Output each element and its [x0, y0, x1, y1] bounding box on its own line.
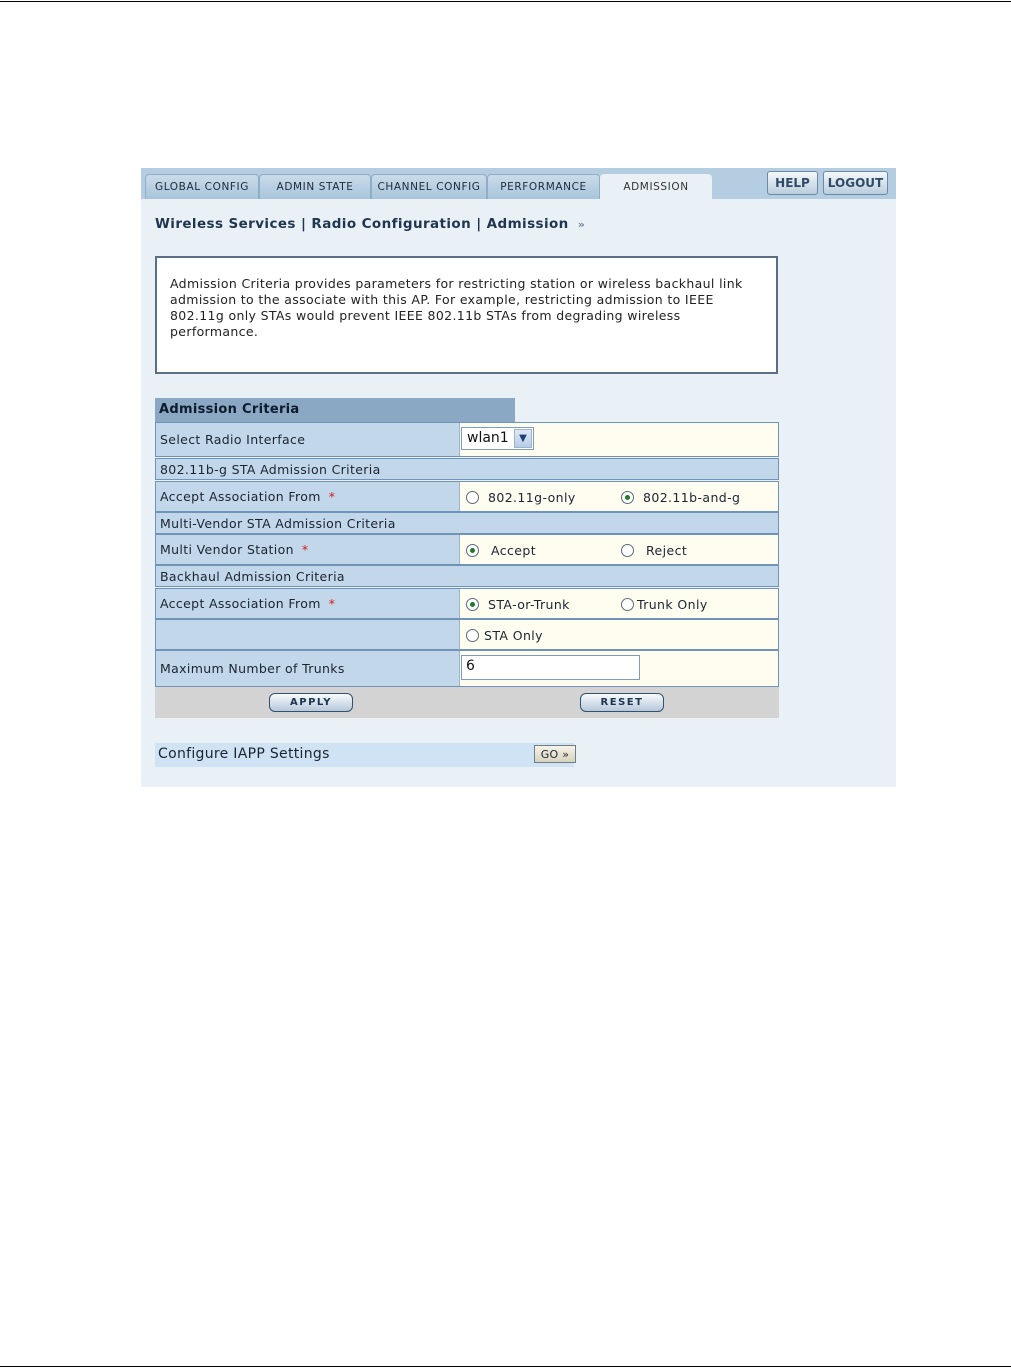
tab-global-config[interactable]: GLOBAL CONFIG	[145, 174, 259, 199]
backhaul-association-row	[155, 588, 779, 619]
radio-interface-selected: wlan1	[467, 430, 509, 446]
section-title: Admission Criteria	[155, 398, 515, 422]
option-accept[interactable]	[466, 543, 536, 558]
option-sta-only[interactable]	[466, 628, 543, 643]
option-sta-or-trunk[interactable]	[466, 597, 570, 612]
required-marker: *	[301, 542, 309, 557]
vendor-station-value-cell	[459, 535, 778, 564]
backhaul-criteria-heading: Backhaul Admission Criteria	[155, 565, 779, 587]
page-top-rule	[0, 1, 1011, 2]
backhaul-association-label-text: Accept Association From	[160, 596, 321, 611]
option-sta-or-trunk-label: STA-or-Trunk	[488, 597, 570, 612]
tab-admin-state[interactable]: ADMIN STATE	[259, 174, 371, 199]
sta-association-label-text: Accept Association From	[160, 489, 321, 504]
apply-button[interactable]: APPLY	[269, 693, 353, 712]
option-80211b-and-g-label: 802.11b-and-g	[643, 490, 741, 505]
radio-sta-or-trunk[interactable]	[466, 598, 479, 611]
option-80211b-and-g[interactable]	[621, 490, 740, 505]
option-80211g-only[interactable]	[466, 490, 576, 505]
form-button-bar	[155, 687, 779, 718]
tab-performance[interactable]: PERFORMANCE	[487, 174, 600, 199]
radio-reject[interactable]	[621, 544, 634, 557]
iapp-settings-label: Configure IAPP Settings	[158, 746, 330, 762]
radio-interface-label: Select Radio Interface	[156, 423, 459, 456]
option-reject[interactable]	[621, 543, 687, 558]
breadcrumb-admission: Admission	[486, 216, 569, 232]
required-marker: *	[328, 596, 336, 611]
backhaul-association-value-cell	[459, 589, 778, 618]
radio-sta-only[interactable]	[466, 629, 479, 642]
option-trunk-only[interactable]	[621, 597, 708, 612]
radio-interface-value-cell	[459, 423, 778, 456]
option-80211g-only-label: 802.11g-only	[488, 490, 576, 505]
breadcrumb	[155, 216, 585, 232]
vendor-station-label	[156, 535, 459, 564]
iapp-settings-bar	[155, 743, 574, 767]
option-trunk-only-label: Trunk Only	[637, 597, 708, 612]
option-reject-label: Reject	[646, 543, 688, 558]
option-sta-only-label: STA Only	[484, 628, 543, 643]
empty-label-cell	[156, 620, 459, 649]
breadcrumb-separator: |	[300, 216, 307, 232]
radio-trunk-only[interactable]	[621, 598, 634, 611]
breadcrumb-radio-configuration[interactable]: Radio Configuration	[311, 216, 472, 232]
reset-button[interactable]: RESET	[580, 693, 664, 712]
sta-criteria-heading: 802.11b-g STA Admission Criteria	[155, 458, 779, 480]
chevron-right-icon: »	[577, 218, 586, 231]
page-bottom-rule	[0, 1366, 1011, 1367]
vendor-criteria-heading: Multi-Vendor STA Admission Criteria	[155, 512, 779, 534]
breadcrumb-separator: |	[476, 216, 482, 232]
admission-panel	[141, 168, 896, 787]
radio-interface-select[interactable]	[461, 427, 534, 450]
sta-association-value-cell	[459, 482, 778, 511]
sta-association-label	[156, 482, 459, 511]
go-button[interactable]: GO »	[534, 745, 576, 763]
chevron-down-icon[interactable]: ▼	[514, 429, 532, 448]
radio-accept[interactable]	[466, 544, 479, 557]
backhaul-association-value-cell-2	[459, 620, 778, 649]
vendor-station-label-text: Multi Vendor Station	[160, 542, 294, 557]
radio-interface-row	[155, 422, 779, 457]
max-trunks-row	[155, 650, 779, 687]
vendor-station-row	[155, 534, 779, 565]
max-trunks-input[interactable]: 6	[461, 655, 640, 680]
logout-button[interactable]: LOGOUT	[823, 171, 888, 195]
help-button[interactable]: HELP	[767, 171, 818, 195]
sta-association-row	[155, 481, 779, 512]
tab-admission[interactable]: ADMISSION	[600, 174, 712, 199]
tab-channel-config[interactable]: CHANNEL CONFIG	[371, 174, 487, 199]
radio-80211g-only[interactable]	[466, 491, 479, 504]
breadcrumb-wireless-services[interactable]: Wireless Services	[155, 216, 296, 232]
radio-80211b-and-g[interactable]	[621, 491, 634, 504]
info-description: Admission Criteria provides parameters for restricting station or wireless backhaul link admission to the associate with this AP. For example, restricting admission to IEEE 802.11g only STAs would prevent IEEE 802.11b STAs from degrading wireless performance.	[155, 256, 778, 374]
tab-bar	[141, 168, 896, 199]
backhaul-association-row-2	[155, 619, 779, 650]
required-marker: *	[328, 489, 336, 504]
option-accept-label: Accept	[491, 543, 537, 558]
max-trunks-label: Maximum Number of Trunks	[156, 651, 459, 686]
max-trunks-value-cell	[459, 651, 778, 686]
backhaul-association-label	[156, 589, 459, 618]
